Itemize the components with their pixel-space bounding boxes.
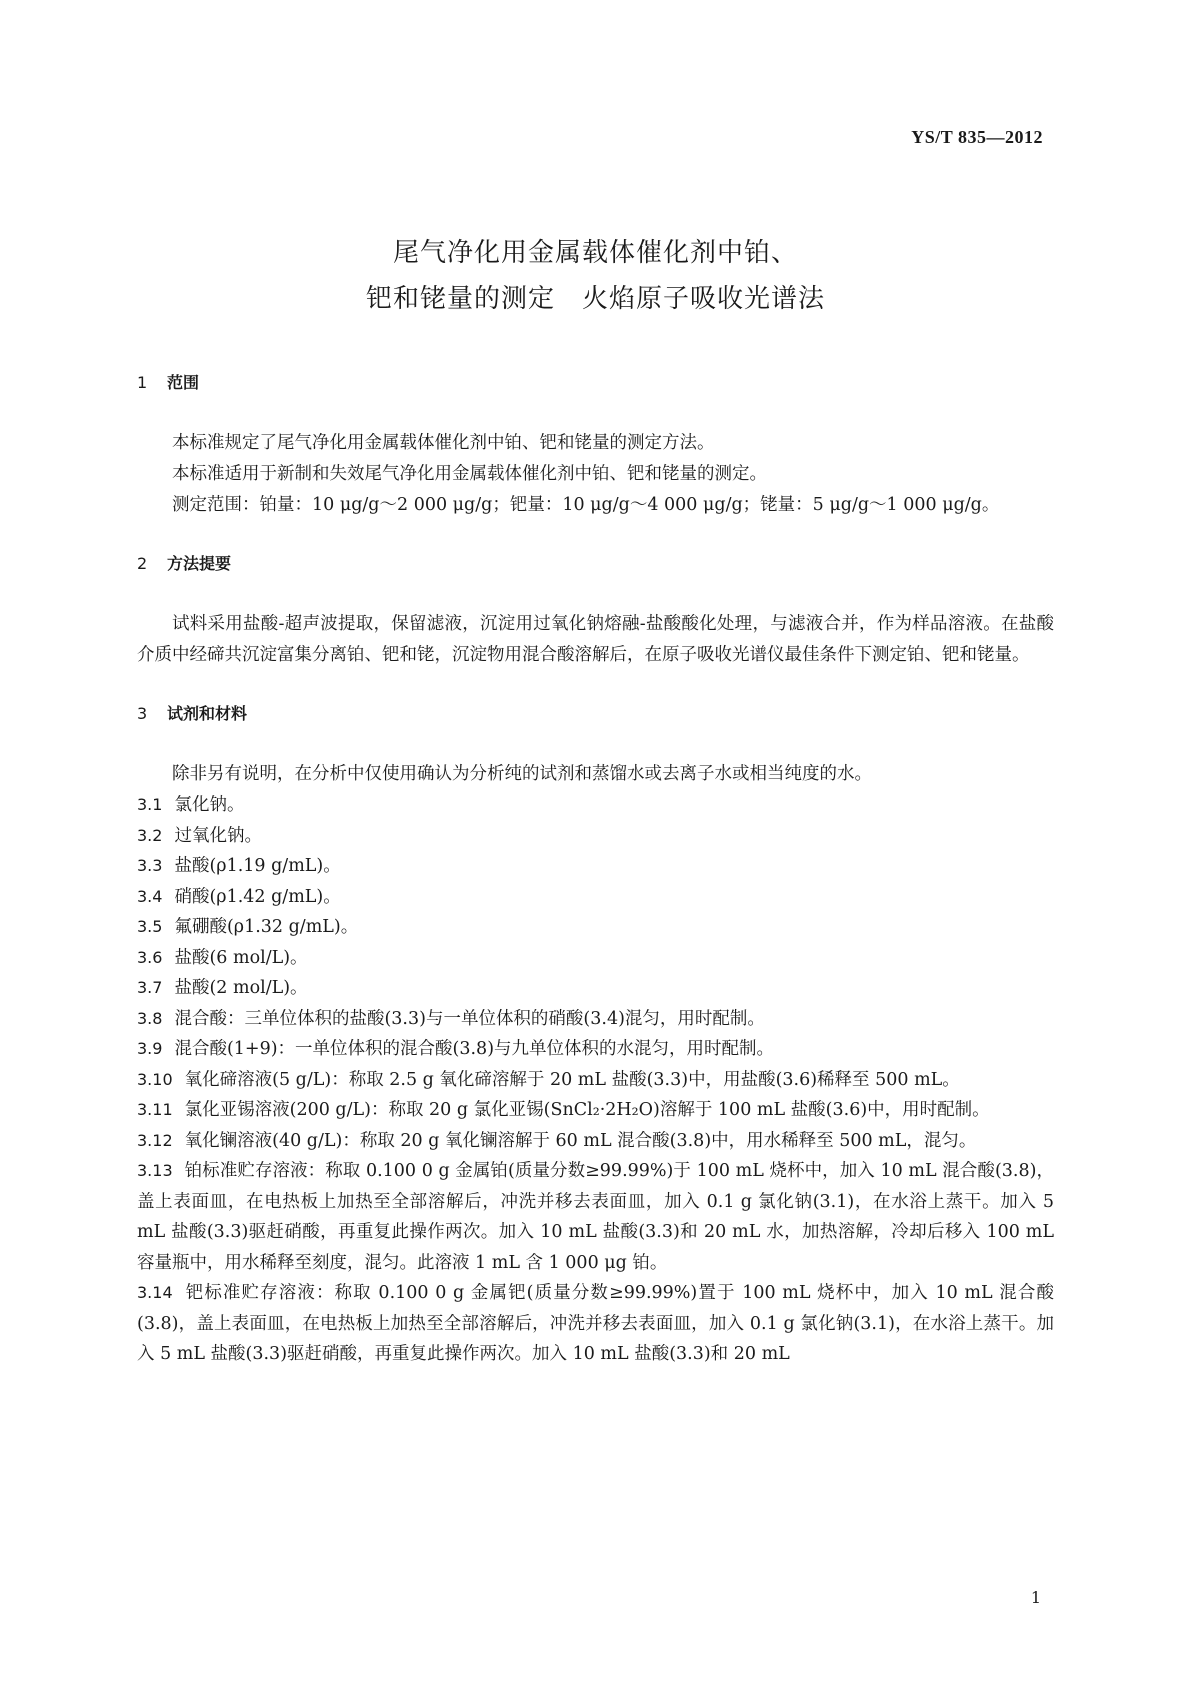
section-title: 试剂和材料 bbox=[167, 704, 248, 723]
item-number: 3.6 bbox=[137, 947, 163, 967]
item-text: 盐酸(ρ1.19 g/mL)。 bbox=[174, 856, 341, 876]
section-heading-scope bbox=[137, 368, 1054, 398]
document-title bbox=[0, 230, 1191, 322]
item-number: 3.5 bbox=[137, 917, 163, 936]
item-number: 3.11 bbox=[137, 1100, 173, 1119]
section-number: 1 bbox=[137, 373, 148, 392]
section-number: 2 bbox=[137, 554, 148, 573]
item-number: 3.1 bbox=[137, 795, 163, 814]
item-text: 混合酸(1+9)：一单位体积的混合酸(3.8)与九单位体积的水混匀，用时配制。 bbox=[174, 1039, 775, 1059]
item-text: 氯化钠。 bbox=[174, 795, 245, 815]
list-item bbox=[137, 1065, 1054, 1096]
section-heading-reagents bbox=[137, 699, 1054, 729]
item-text: 过氧化钠。 bbox=[174, 825, 262, 846]
paragraph: 测定范围：铂量：10 μg/g～2 000 μg/g；钯量：10 μg/g～4 000 μg/g；铑量：5 μg/g～1 000 μg/g。 bbox=[172, 495, 1000, 515]
list-item bbox=[137, 912, 1054, 943]
item-text: 铂标准贮存溶液：称取 0.100 0 g 金属铂(质量分数≥99.99%)于 100 mL 烧杯中，加入 10 mL 混合酸(3.8)，盖上表面皿，在电热板上加热至全部溶解后，冲洗并移去表面皿，加入 0.1 g 氯化钠(3.1)，在水浴上蒸干。加入 5 mL 盐酸(3.3)驱赶硝酸，再重复此操作两次。加入 10 mL 盐酸(3.3)和 20 mL 水，加热溶解，冷却后移入 100 mL 容量瓶中，用水稀释至刻度，混匀。此溶液 1 mL 含 1 000 μg 铂。 bbox=[137, 1161, 1054, 1273]
item-number: 3.7 bbox=[137, 978, 163, 997]
item-number: 3.9 bbox=[137, 1039, 163, 1058]
document-body bbox=[137, 368, 1054, 1370]
item-number: 3.4 bbox=[137, 886, 163, 906]
list-item bbox=[137, 882, 1054, 913]
item-text: 氯化亚锡溶液(200 g/L)：称取 20 g 氯化亚锡(SnCl₂·2H₂O)溶解于 100 mL 盐酸(3.6)中，用时配制。 bbox=[184, 1100, 990, 1120]
item-text: 氧化镧溶液(40 g/L)：称取 20 g 氧化镧溶解于 60 mL 混合酸(3.8)中，用水稀释至 500 mL，混匀。 bbox=[184, 1130, 977, 1151]
paragraph: 试料采用盐酸-超声波提取，保留滤液，沉淀用过氧化钠熔融-盐酸酸化处理，与滤液合并，作为样品溶液。在盐酸介质中经碲共沉淀富集分离铂、钯和铑，沉淀物用混合酸溶解后，在原子吸收光谱仪最佳条件下测定铂、钯和铑量。 bbox=[137, 614, 1054, 665]
item-text: 盐酸(6 mol/L)。 bbox=[174, 947, 308, 968]
item-number: 3.12 bbox=[137, 1130, 173, 1150]
item-number: 3.3 bbox=[137, 856, 163, 875]
item-text: 硝酸(ρ1.42 g/mL)。 bbox=[174, 886, 341, 907]
item-text: 混合酸：三单位体积的盐酸(3.3)与一单位体积的硝酸(3.4)混匀，用时配制。 bbox=[174, 1008, 765, 1029]
list-item bbox=[137, 1004, 1054, 1035]
list-item bbox=[137, 973, 1054, 1004]
item-text: 钯标准贮存溶液：称取 0.100 0 g 金属钯(质量分数≥99.99%)置于 100 mL 烧杯中，加入 10 mL 混合酸(3.8)，盖上表面皿，在电热板上加热至全部溶解后，冲洗并移去表面皿，加入 0.1 g 氯化钠(3.1)，在水浴上蒸干。加入 5 mL 盐酸(3.3)驱赶硝酸，再重复此操作两次。加入 10 mL 盐酸(3.3)和 20 mL bbox=[137, 1283, 1054, 1364]
section-title: 方法提要 bbox=[167, 554, 232, 573]
page-number: 1 bbox=[1030, 1588, 1041, 1607]
list-item bbox=[137, 1034, 1054, 1065]
item-number: 3.2 bbox=[137, 825, 163, 845]
list-item bbox=[137, 943, 1054, 974]
list-item bbox=[137, 1095, 1054, 1126]
list-item bbox=[137, 821, 1054, 852]
section-heading-method-summary bbox=[137, 549, 1054, 579]
item-number: 3.13 bbox=[137, 1161, 173, 1180]
item-text: 盐酸(2 mol/L)。 bbox=[174, 978, 308, 998]
paragraph: 本标准规定了尾气净化用金属载体催化剂中铂、钯和铑量的测定方法。 bbox=[172, 433, 715, 453]
title-line-2: 钯和铑量的测定 火焰原子吸收光谱法 bbox=[365, 284, 825, 314]
item-number: 3.8 bbox=[137, 1008, 163, 1028]
list-item bbox=[137, 1156, 1054, 1278]
title-line-1: 尾气净化用金属载体催化剂中铂、 bbox=[392, 238, 798, 268]
section-title: 范围 bbox=[167, 373, 200, 392]
list-item bbox=[137, 851, 1054, 882]
item-number: 3.14 bbox=[137, 1283, 173, 1302]
paragraph: 本标准适用于新制和失效尾气净化用金属载体催化剂中铂、钯和铑量的测定。 bbox=[172, 464, 767, 484]
standard-code: YS/T 835—2012 bbox=[911, 127, 1043, 147]
list-item bbox=[137, 1126, 1054, 1157]
list-item bbox=[137, 1278, 1054, 1370]
item-text: 氟硼酸(ρ1.32 g/mL)。 bbox=[174, 917, 359, 937]
item-text: 氧化碲溶液(5 g/L)：称取 2.5 g 氧化碲溶解于 20 mL 盐酸(3.3)中，用盐酸(3.6)稀释至 500 mL。 bbox=[184, 1069, 960, 1090]
section-number: 3 bbox=[137, 704, 148, 723]
item-number: 3.10 bbox=[137, 1069, 173, 1089]
list-item bbox=[137, 790, 1054, 821]
paragraph: 除非另有说明，在分析中仅使用确认为分析纯的试剂和蒸馏水或去离子水或相当纯度的水。 bbox=[172, 764, 872, 784]
